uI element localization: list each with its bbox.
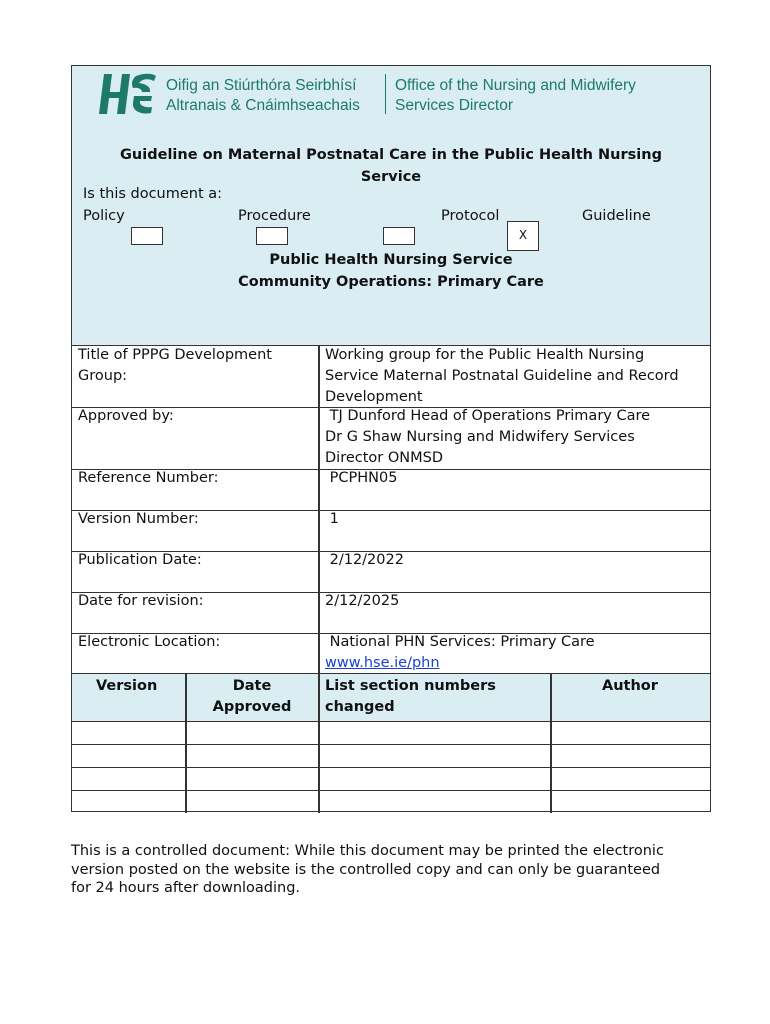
col-version-header: Version (96, 678, 158, 694)
protocol-checkbox[interactable] (383, 227, 415, 245)
reference-row (72, 470, 710, 511)
org-english-line1: Office of the Nursing and Midwifery (395, 77, 636, 94)
version-row (72, 511, 710, 552)
publication-value: 2/12/2022 (325, 552, 404, 568)
document-title-line1: Guideline on Maternal Postnatal Care in the Public Health Nursing (120, 147, 662, 163)
document-cover-table (71, 65, 711, 812)
approved-row (72, 408, 710, 470)
col-author-header: Author (602, 678, 658, 694)
location-link[interactable]: www.hse.ie/phn (325, 655, 440, 671)
policy-checkbox[interactable] (131, 227, 163, 245)
publication-label: Publication Date: (78, 552, 202, 568)
notice-line2: version posted on the website is the controlled copy and can only be guaranteed (71, 861, 661, 878)
doc-type-protocol-label: Protocol (441, 208, 500, 224)
dev-group-value-line3: Development (325, 389, 423, 405)
doc-type-policy-label: Policy (83, 208, 125, 224)
reference-value: PCPHN05 (325, 470, 398, 486)
controlled-document-notice (71, 842, 711, 898)
revision-label: Date for revision: (78, 593, 204, 609)
approved-value-line3: Director ONMSD (325, 450, 443, 466)
reference-label: Reference Number: (78, 470, 219, 486)
version-col-divider-1 (185, 674, 187, 813)
col-date-header-line2: Approved (212, 699, 292, 715)
location-value (325, 632, 705, 674)
version-col-divider-3 (550, 674, 552, 813)
version-table-row (72, 768, 710, 791)
approved-value-line2: Dr G Shaw Nursing and Midwifery Services (325, 429, 635, 445)
location-label: Electronic Location: (78, 634, 221, 650)
hse-logo (96, 70, 158, 118)
version-label: Version Number: (78, 511, 199, 527)
dev-group-value (325, 345, 705, 408)
org-name-english (395, 76, 636, 116)
dev-group-label (78, 345, 314, 387)
doc-type-procedure-label: Procedure (238, 208, 311, 224)
procedure-checkbox[interactable] (256, 227, 288, 245)
document-type-question: Is this document a: (83, 186, 223, 202)
document-title-line2: Service (360, 169, 422, 185)
location-row (72, 634, 710, 674)
org-english-line2: Services Director (395, 97, 513, 114)
notice-line3: for 24 hours after downloading. (71, 880, 301, 896)
subtitle-line2: Community Operations: Primary Care (238, 274, 544, 290)
revision-value: 2/12/2025 (325, 593, 400, 609)
details-column-divider (318, 346, 320, 674)
version-table-row (72, 745, 710, 768)
version-table-header (72, 674, 710, 722)
doc-type-guideline-label: Guideline (582, 208, 651, 224)
version-value: 1 (325, 511, 339, 527)
version-col-divider-2 (318, 674, 320, 813)
header-section (72, 66, 710, 346)
subtitle-line1: Public Health Nursing Service (269, 252, 513, 268)
approved-label: Approved by: (78, 408, 174, 424)
dev-group-label-line1: Title of PPPG Development (78, 347, 272, 363)
guideline-checkbox[interactable]: X (507, 221, 539, 251)
org-irish-line2: Altranais & Cnáimhseachais (166, 97, 360, 114)
org-irish-line1: Oifig an Stiúrthóra Seirbhísí (166, 77, 357, 94)
dev-group-value-line1: Working group for the Public Health Nursing (325, 347, 645, 363)
approved-value (325, 406, 705, 469)
document-title (72, 144, 710, 188)
dev-group-row (72, 346, 710, 408)
publication-row (72, 552, 710, 593)
col-sections-header-line2: changed (325, 699, 395, 715)
approved-value-line1: TJ Dunford Head of Operations Primary Care (325, 408, 651, 424)
dev-group-label-line2: Group: (78, 368, 128, 384)
revision-row (72, 593, 710, 634)
dev-group-value-line2: Service Maternal Postnatal Guideline and Record (325, 368, 679, 384)
service-subtitle (72, 249, 710, 293)
location-value-text: National PHN Services: Primary Care (325, 634, 595, 650)
logo-divider (385, 74, 386, 114)
col-sections-header-line1: List section numbers (325, 678, 496, 694)
col-date-header (186, 676, 318, 718)
org-name-irish (166, 76, 360, 116)
version-table-row (72, 722, 710, 745)
col-date-header-line1: Date (232, 678, 272, 694)
notice-line1: This is a controlled document: While this document may be printed the electronic (71, 843, 664, 859)
version-table-row (72, 791, 710, 811)
col-sections-header (325, 676, 496, 718)
